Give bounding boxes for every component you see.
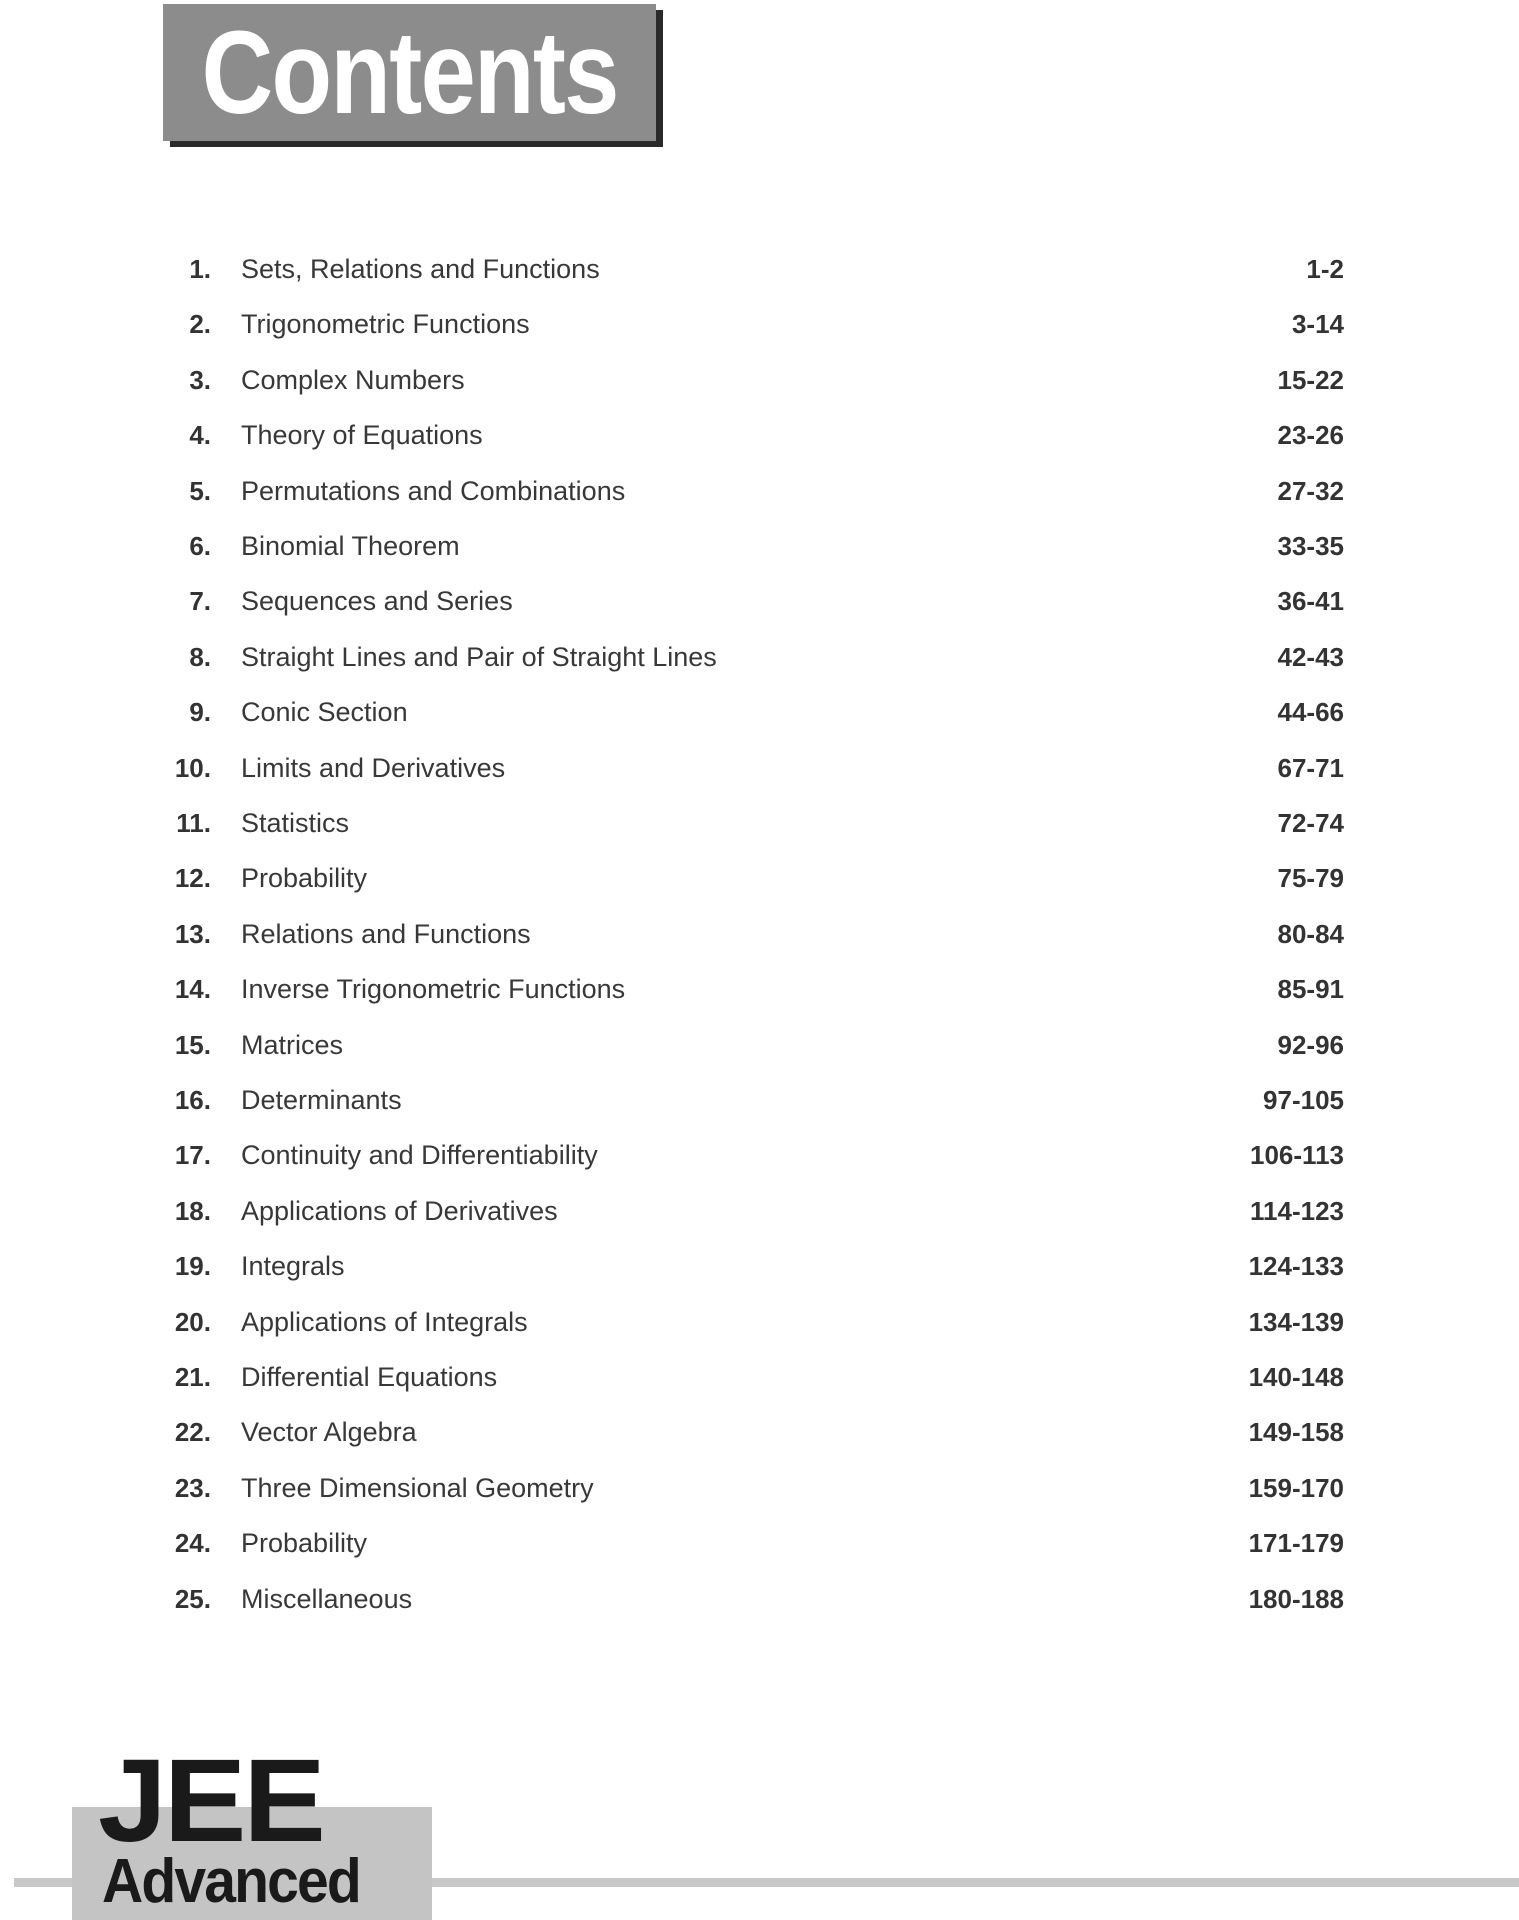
toc-entry xyxy=(0,964,1519,1019)
page-title: Contents xyxy=(201,6,618,139)
toc-entry-number: 3. xyxy=(189,364,211,395)
toc-entry-title: Permutations and Combinations xyxy=(241,475,626,506)
toc-entry xyxy=(0,1518,1519,1573)
toc-entry xyxy=(0,1463,1519,1518)
toc-entry-title: Inverse Trigonometric Functions xyxy=(241,974,626,1005)
toc-entry-pages: 85-91 xyxy=(1277,974,1344,1005)
toc-entry-pages: 124-133 xyxy=(1248,1251,1344,1282)
toc-entry-title: Matrices xyxy=(241,1029,344,1060)
toc-entry xyxy=(0,687,1519,742)
toc-entry-title: Relations and Functions xyxy=(241,918,531,949)
toc-entry-title: Probability xyxy=(241,863,368,894)
toc-entry-title: Limits and Derivatives xyxy=(241,752,506,783)
toc-entry xyxy=(0,1186,1519,1241)
toc-entry-title: Trigonometric Functions xyxy=(241,309,530,340)
toc-entry xyxy=(0,299,1519,354)
toc-entry xyxy=(0,909,1519,964)
toc-entry-title: Miscellaneous xyxy=(241,1583,413,1614)
toc-entry xyxy=(0,1130,1519,1185)
toc-entry-pages: 75-79 xyxy=(1277,863,1344,894)
toc-entry-number: 7. xyxy=(189,586,211,617)
logo-text-jee: JEE xyxy=(98,1735,323,1867)
toc-entry-number: 11. xyxy=(176,808,211,838)
toc-entry-number: 12. xyxy=(174,863,211,894)
toc-entry-pages: 106-113 xyxy=(1250,1140,1344,1171)
toc-entry-pages: 1-2 xyxy=(1306,254,1344,284)
toc-entry xyxy=(0,798,1519,853)
toc-entry-pages: 149-158 xyxy=(1248,1417,1344,1448)
toc-entry-pages: 92-96 xyxy=(1277,1029,1344,1060)
toc-entry-pages: 23-26 xyxy=(1277,420,1344,451)
toc-entry-title: Sets, Relations and Functions xyxy=(241,254,600,284)
toc-entry-number: 17. xyxy=(174,1140,211,1171)
toc-entry xyxy=(0,632,1519,687)
toc-entry-title: Three Dimensional Geometry xyxy=(241,1472,594,1503)
toc-entry-title: Applications of Integrals xyxy=(241,1306,528,1337)
toc-entry xyxy=(0,466,1519,521)
toc-entry xyxy=(0,1075,1519,1130)
toc-entry-number: 2. xyxy=(189,309,211,340)
toc-entry xyxy=(0,576,1519,631)
toc-entry-number: 4. xyxy=(189,420,211,451)
toc-entry xyxy=(0,743,1519,798)
toc-entry-number: 19. xyxy=(174,1251,211,1282)
toc-entry-number: 10. xyxy=(174,752,211,783)
toc-entry-number: 13. xyxy=(174,918,211,949)
toc-entry-number: 9. xyxy=(189,697,211,728)
toc-entry-pages: 3-14 xyxy=(1291,309,1344,340)
toc-entry-pages: 33-35 xyxy=(1277,531,1344,561)
toc-entry-pages: 97-105 xyxy=(1263,1085,1344,1115)
toc-entry-number: 25. xyxy=(174,1583,211,1614)
logo-text-advanced: Advanced xyxy=(102,1847,360,1916)
toc-entry-title: Theory of Equations xyxy=(241,420,483,451)
toc-entry-pages: 36-41 xyxy=(1277,586,1344,617)
toc-entry-number: 21. xyxy=(174,1362,211,1392)
toc-entry-title: Differential Equations xyxy=(241,1362,498,1392)
toc-entry-pages: 67-71 xyxy=(1277,752,1344,783)
toc-entry-pages: 80-84 xyxy=(1277,918,1344,949)
toc-entry-title: Complex Numbers xyxy=(241,364,465,395)
toc-entry-number: 6. xyxy=(189,531,211,561)
toc-entry-pages: 114-123 xyxy=(1250,1195,1344,1226)
toc-entry-pages: 140-148 xyxy=(1248,1362,1344,1392)
toc-entry-pages: 159-170 xyxy=(1248,1472,1344,1503)
toc-entry-number: 16. xyxy=(174,1085,211,1115)
toc-entry-title: Continuity and Differentiability xyxy=(241,1140,598,1171)
toc-entry-number: 8. xyxy=(189,641,211,672)
toc-entry-pages: 72-74 xyxy=(1277,808,1344,838)
toc-entry-title: Integrals xyxy=(241,1251,345,1282)
toc-entry xyxy=(0,1297,1519,1352)
toc-entry xyxy=(0,853,1519,908)
toc-entry xyxy=(0,1020,1519,1075)
toc-entry-title: Probability xyxy=(241,1528,368,1559)
toc-entry-title: Determinants xyxy=(241,1085,402,1115)
toc-entry xyxy=(0,521,1519,576)
toc-entry xyxy=(0,1574,1519,1629)
toc-entry xyxy=(0,410,1519,465)
toc-entry-pages: 42-43 xyxy=(1277,641,1344,672)
toc-entry xyxy=(0,1407,1519,1462)
toc-entry-pages: 15-22 xyxy=(1277,364,1344,395)
toc-entry-number: 24. xyxy=(174,1528,211,1559)
toc-entry-number: 20. xyxy=(174,1306,211,1337)
toc-entry-number: 18. xyxy=(174,1195,211,1226)
toc-entry-title: Statistics xyxy=(241,808,350,838)
toc-entry-pages: 134-139 xyxy=(1248,1306,1344,1337)
toc-entry-title: Applications of Derivatives xyxy=(241,1195,558,1226)
toc-entry-title: Sequences and Series xyxy=(241,586,513,617)
toc-entry-pages: 27-32 xyxy=(1277,475,1344,506)
toc-entry-pages: 44-66 xyxy=(1277,697,1344,728)
toc-entry-title: Binomial Theorem xyxy=(241,531,460,561)
title-banner xyxy=(163,4,656,141)
toc-entry-number: 15. xyxy=(174,1029,211,1060)
toc-entry-title: Straight Lines and Pair of Straight Lines xyxy=(241,641,717,672)
toc-entry-number: 22. xyxy=(174,1417,211,1448)
toc-entry xyxy=(0,355,1519,410)
toc-entry-number: 23. xyxy=(174,1472,211,1503)
toc-entry xyxy=(0,1241,1519,1296)
toc-entry-title: Conic Section xyxy=(241,697,408,728)
toc-entry-pages: 171-179 xyxy=(1248,1528,1344,1559)
toc-entry-title: Vector Algebra xyxy=(241,1417,417,1448)
toc-entry xyxy=(0,1352,1519,1407)
toc-entry xyxy=(0,244,1519,299)
toc-entry-pages: 180-188 xyxy=(1248,1583,1344,1614)
toc-entry-number: 5. xyxy=(189,475,211,506)
toc-entry-number: 1. xyxy=(189,254,211,284)
toc-entry-number: 14. xyxy=(174,974,211,1005)
